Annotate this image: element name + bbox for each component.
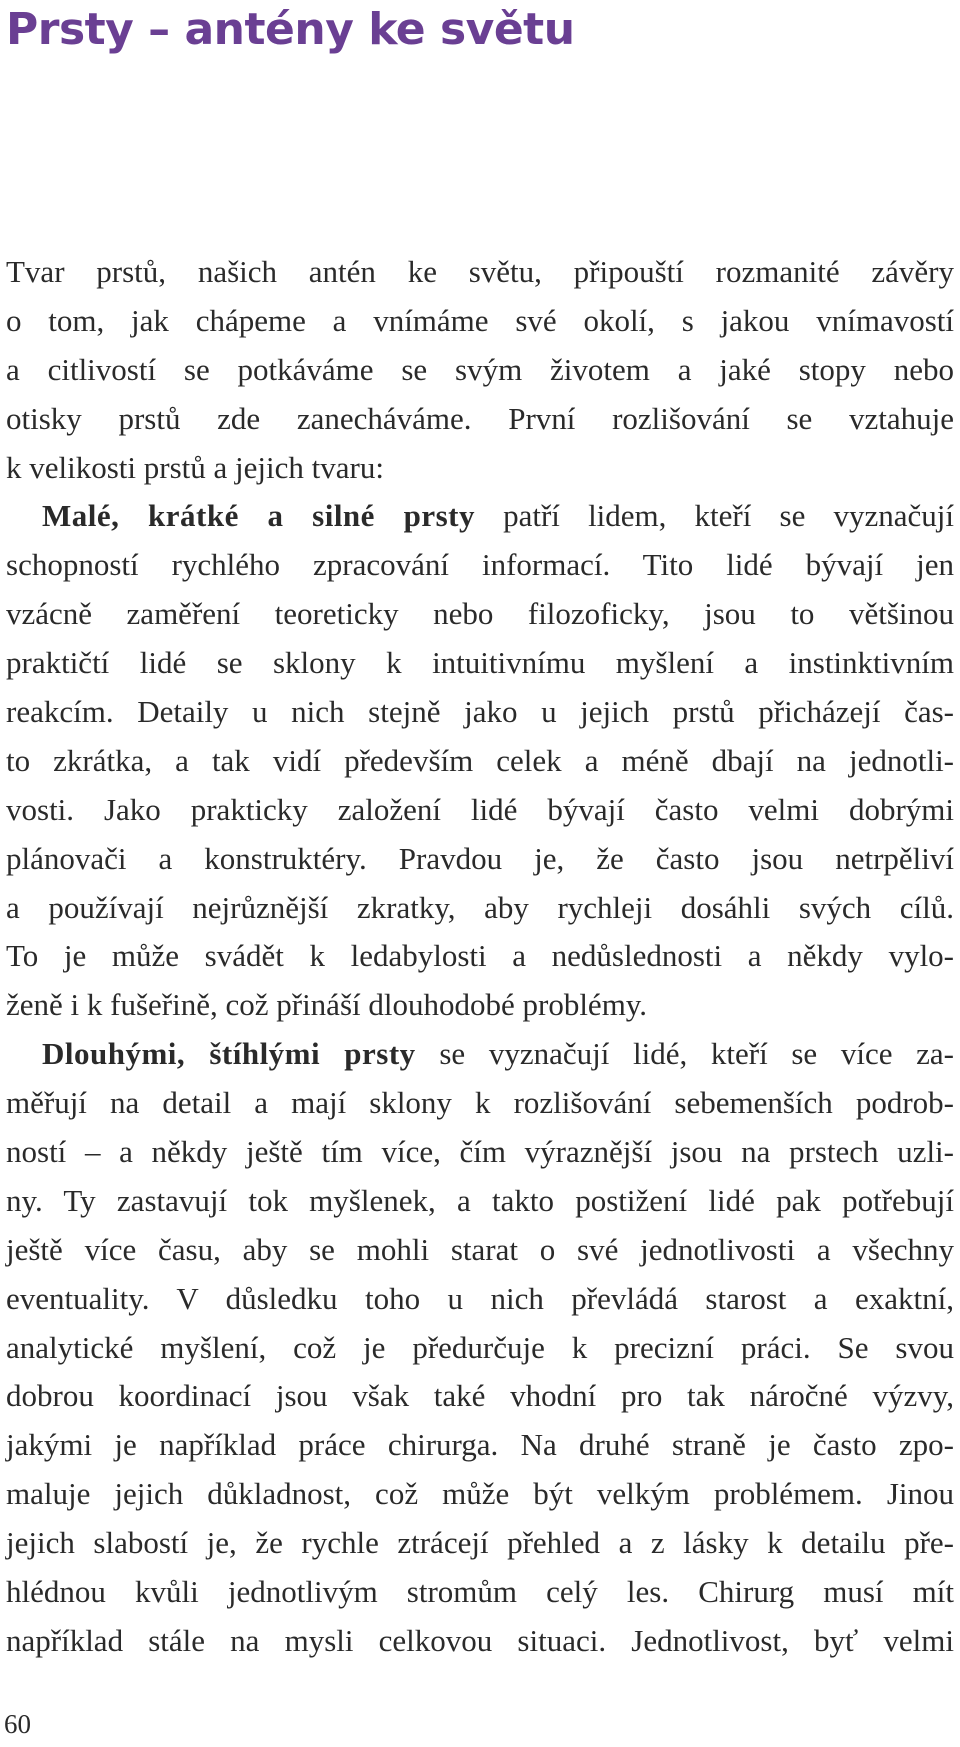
text-line: ještě více času, aby se mohli starat o své jednotlivosti a všechny: [6, 1231, 954, 1267]
page-number: 60: [4, 1709, 31, 1739]
text-line: To je může svádět k ledabylosti a nedůslednosti a někdy vylo-: [6, 938, 954, 974]
text-line: reakcím. Detaily u nich stejně jako u jejich prstů přicházejí čas-: [6, 694, 954, 730]
text-line: ny. Ty zastavují tok myšlenek, a takto postižení lidé pak potřebují: [6, 1182, 954, 1218]
text-line: k velikosti prstů a jejich tvaru:: [6, 449, 384, 485]
text-line: například stále na mysli celkovou situaci. Jednotlivost, byť velmi: [6, 1622, 954, 1658]
page-title: Prsty – antény ke světu: [6, 4, 575, 55]
text-line: a citlivostí se potkáváme se svým životem a jaké stopy nebo: [6, 351, 954, 387]
text-line: vzácně zaměření teoreticky nebo filozoficky, jsou to většinou: [6, 596, 954, 632]
text-line-rest: patří lidem, kteří se vyznačují: [474, 498, 954, 534]
text-line: ností – a někdy ještě tím více, čím výraznější jsou na prstech uzli-: [6, 1134, 954, 1170]
text-line: [6, 492, 954, 541]
text-line: měřují na detail a mají sklony k rozlišování sebemenších podrob-: [6, 1085, 954, 1121]
text-line: a používají nejrůznější zkratky, aby rychleji dosáhli svých cílů.: [6, 889, 954, 925]
text-line: jejich slabostí je, že rychle ztrácejí přehled a z lásky k detailu pře-: [6, 1525, 954, 1561]
text-line: Tvar prstů, našich antén ke světu, připouští rozmanité závěry: [6, 254, 954, 289]
bold-lead-phrase: Dlouhými, štíhlými prsty: [42, 1036, 416, 1072]
text-line: eventuality. V důsledku toho u nich převládá starost a exaktní,: [6, 1280, 954, 1316]
text-line: o tom, jak chápeme a vnímáme své okolí, s jakou vnímavostí: [6, 302, 954, 338]
text-line: plánovači a konstruktéry. Pravdou je, že často jsou netrpěliví: [6, 840, 954, 876]
text-line: to zkrátka, a tak vidí především celek a méně dbají na jednotli-: [6, 742, 954, 778]
text-line: dobrou koordinací jsou však také vhodní pro tak náročné výzvy,: [6, 1378, 954, 1414]
text-line: [6, 1030, 954, 1079]
text-line: praktičtí lidé se sklony k intuitivnímu myšlení a instinktivním: [6, 645, 954, 681]
body-text: [6, 248, 954, 1666]
text-line: maluje jejich důkladnost, což může být velkým problémem. Jinou: [6, 1476, 954, 1512]
text-line: jakými je například práce chirurga. Na druhé straně je často zpo-: [6, 1427, 954, 1463]
text-line-rest: se vyznačují lidé, kteří se více za-: [415, 1036, 954, 1072]
text-line: hlédnou kvůli jednotlivým stromům celý les. Chirurg musí mít: [6, 1574, 954, 1610]
bold-lead-phrase: Malé, krátké a silné prsty: [42, 498, 475, 534]
text-line: ženě i k fušeřině, což přináší dlouhodobé problémy.: [6, 987, 648, 1023]
text-line: vosti. Jako prakticky založení lidé bývají často velmi dobrými: [6, 791, 954, 827]
text-line: otisky prstů zde zanecháváme. První rozlišování se vztahuje: [6, 400, 954, 436]
text-line: schopností rychlého zpracování informací. Tito lidé bývají jen: [6, 547, 954, 583]
text-line: analytické myšlení, což je předurčuje k precizní práci. Se svou: [6, 1329, 954, 1365]
